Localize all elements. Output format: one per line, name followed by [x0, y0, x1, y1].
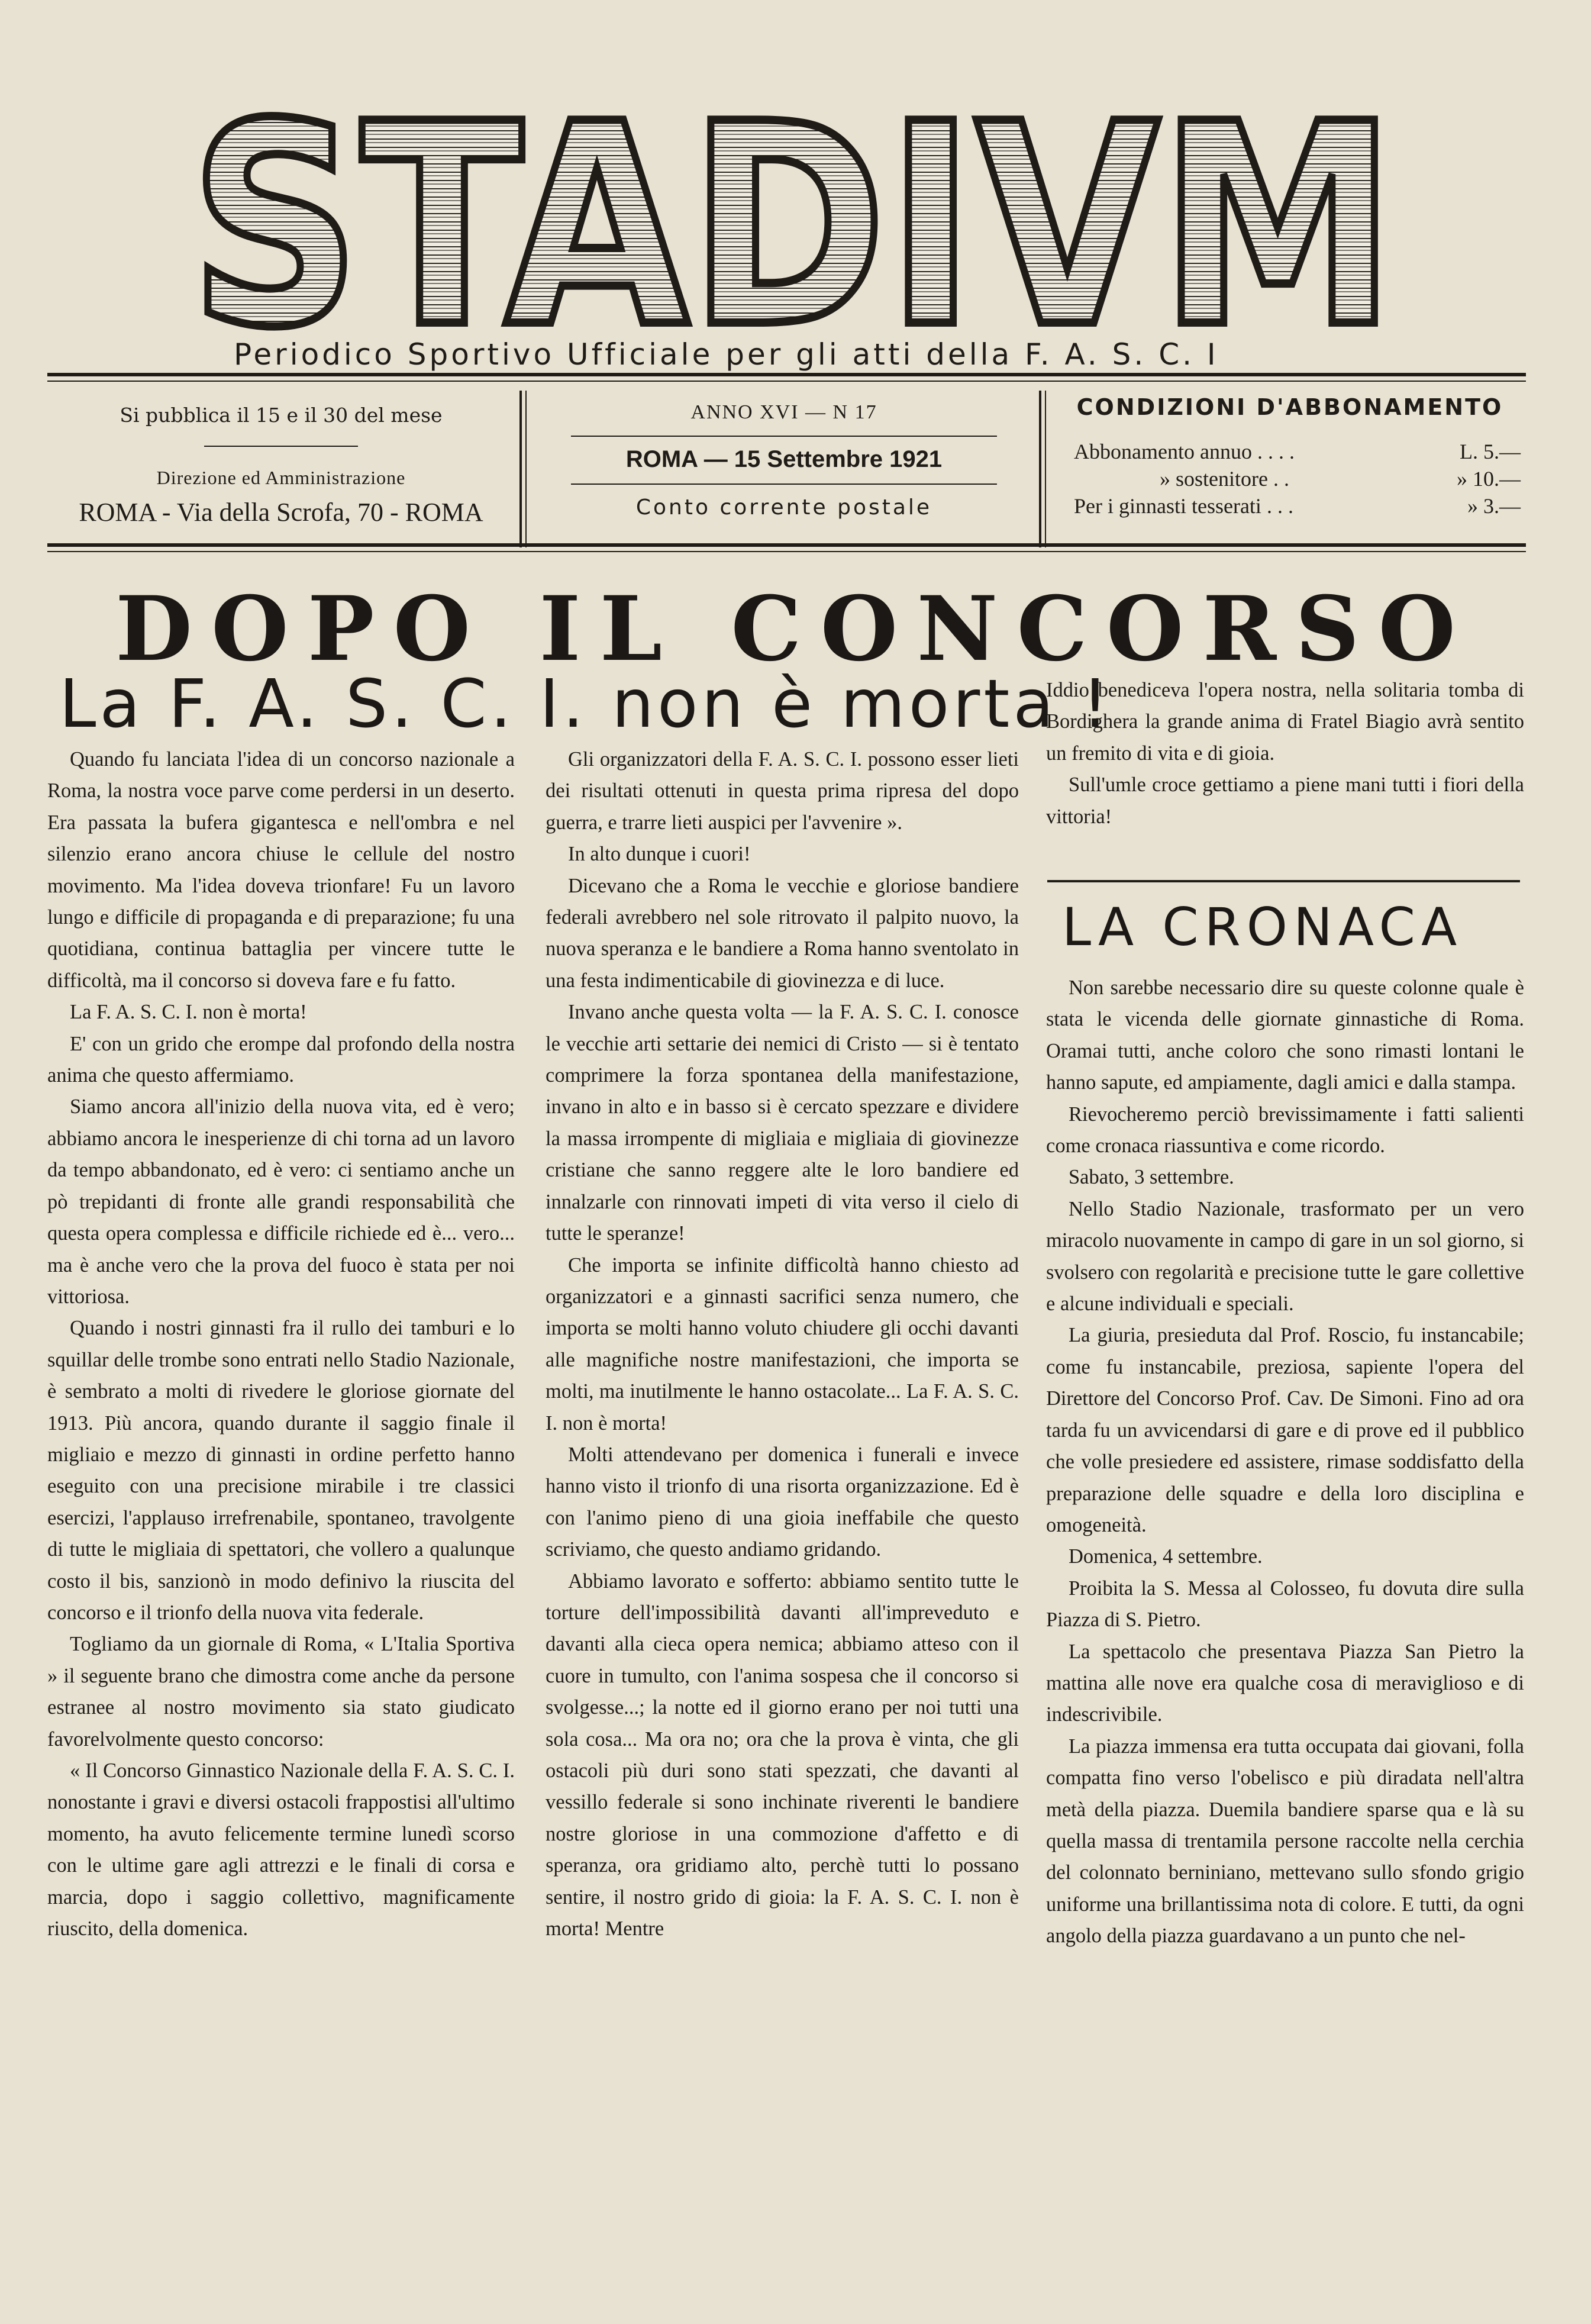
subscription-table: [1059, 438, 1521, 520]
cronaca-title: LA CRONACA: [1062, 897, 1463, 958]
paragraph: La giuria, presieduta dal Prof. Roscio, fu instancabile; come fu instancabile, preziosa, sapiente l'opera del Direttore del Concorso Prof. Cav. De Simoni. Fino ad ora tarda fu un avvicendarsi di gare e di prove ed il pubblico che volle presiedere ed assistere, rimase soddisfatto della preparazione delle squadre e della loro disciplina e omogeneità.: [1046, 1324, 1524, 1536]
separator: [571, 436, 997, 437]
paragraph: Dicevano che a Roma le vecchie e gloriose bandiere federali avrebbero nel sole ritrovato il palpito nuovo, la nuova speranza e le bandiere a Roma hanno sventolato in una festa indimenticabile di giovinezza e di luce.: [546, 874, 1019, 992]
masthead-logo: [189, 71, 1408, 331]
header-divider-1: [519, 391, 522, 547]
header-divider-2: [1039, 391, 1041, 547]
paragraph: Invano anche questa volta — la F. A. S. C. I. conosce le vecchie arti settarie dei nemici di Cristo — si è tentato comprimere la forza spontanea della manifestazione, invano in alto e in basso si è cercato spezzare e dividere la massa irrompente di migliaia e migliaia di giovinezze cristiane che sanno reggere alte le loro bandiere ed innalzarle con rinnovati impeti di vita verso il cielo di tutte le speranze!: [546, 1001, 1019, 1245]
price: L. 5.—: [1460, 440, 1521, 463]
subscription-title: CONDIZIONI D'ABBONAMENTO: [1076, 394, 1503, 420]
top-rule-thin: [47, 381, 1526, 382]
paragraph: Abbiamo lavorato e sofferto: abbiamo sentito tutte le torture dell'impossibilità davanti all'impreveduto e davanti alla cieca opera nemica; abbiamo atteso con il cuore in tumulto, con l'anima sospesa che il concorso si svolgesse...; la notte ed il giorno erano per noi tutti una sola cosa... Ma ora no; ora che la prova è vinta, che gli ostacoli più duri sono stati spezzati, che davanti al vessillo federale si sono inchinate riverenti le bandiere nostre gloriose in una commozione d'affetto e di speranza, ora gridiamo alto, perchè tutti lo possano sentire, il nostro grido di gioia: la F. A. S. C. I. non è morta! Mentre: [546, 1569, 1019, 1941]
subscription-row: Per i ginnasti tesserati . . . » 3.—: [1059, 492, 1521, 520]
paragraph: Quando i nostri ginnasti fra il rullo dei tamburi e lo squillar delle trombe sono entrati nello Stadio Nazionale, è sembrato a molti di rivedere le gloriose giornate del 1913. Più ancora, quando durante il saggio finale il migliaio e mezzo di ginnasti in ordine perfetto hanno eseguito con una precisione mirabile i tre classici esercizi, l'applauso irrefrenabile, spontaneo, travolgente di tutte le migliaia di spettatori, che vollero a qualunque costo il bis, sanzionò in modo definivo la riuscita del concorso e il trionfo della nuova vita federale.: [47, 1317, 515, 1624]
header-divider-2b: [1045, 391, 1046, 547]
address: ROMA - Via della Scrofa, 70 - ROMA: [79, 498, 483, 527]
postal-account: Conto corrente postale: [635, 495, 932, 520]
article-column-3-top: [1046, 675, 1524, 833]
paragraph: Sull'umle croce gettiamo a piene mani tutti i fiori della vittoria!: [1046, 773, 1524, 828]
paragraph: Siamo ancora all'inizio della nuova vita, ed è vero; abbiamo ancora le inesperienze di chi torna ad un lavoro da tempo abbandonato, ed è vero: ci sentiamo anche un pò trepidanti di fronte alle grandi responsabilità che questa opera complessa e difficile richiede ed è... vero... ma è anche vero che la prova del fuoco è stata per noi vittoriosa.: [47, 1095, 515, 1308]
subscription-row: Abbonamento annuo . . . . L. 5.—: [1059, 438, 1521, 465]
paragraph: In alto dunque i cuori!: [568, 843, 751, 866]
header-right-box: [1059, 391, 1521, 547]
header-center-box: [533, 391, 1035, 547]
paragraph: La F. A. S. C. I. non è morta!: [70, 1001, 307, 1024]
cronaca-column: [1046, 972, 1524, 1952]
paragraph: Sabato, 3 settembre.: [1069, 1166, 1234, 1189]
separator: [204, 446, 358, 447]
paragraph: Che importa se infinite difficoltà hanno chiesto ad organizzatori e a ginnasti sacrifici senza numero, che importa se molti hanno voluto chiudere gli occhi davanti alle magnifiche nostre manifestazioni, che importa se molti, ma inutilmente le hanno ostacolate... La F. A. S. C. I. non è morta!: [546, 1253, 1019, 1435]
article-column-1: [47, 744, 515, 1945]
paragraph: Molti attendevano per domenica i funerali e invece hanno visto il trionfo di una risorta organizzazione. Ed è con l'animo pieno di una gioia ineffabile che questo scriviamo, che questo andiamo gridando.: [546, 1443, 1019, 1561]
paragraph: La piazza immensa era tutta occupata dai giovani, folla compatta fino verso l'obelisco e più diradata nell'altra metà della piazza. Duemila bandiere sparse qua e là su quella massa di trentamila persone raccolte nella cerchia del colonnato berniniano, mettevano sullo sfondo grigio uniforme una brillantissima nota di colore. E tutti, da ogni angolo della piazza guardavano a un punto che nel-: [1046, 1735, 1524, 1948]
paragraph: La spettacolo che presentava Piazza San Pietro la mattina alle nove era qualche cosa di meraviglioso e di indescrivibile.: [1046, 1640, 1524, 1726]
issue-number: ANNO XVI — N 17: [690, 401, 877, 423]
separator: [571, 484, 997, 485]
cronaca-rule: [1047, 880, 1520, 882]
subscription-row: » sostenitore . . » 10.—: [1059, 465, 1521, 492]
masthead-title: STADIVM: [189, 71, 1396, 331]
main-headline: DOPO IL CONCORSO: [115, 577, 1475, 681]
header-divider-1b: [525, 391, 527, 547]
article-column-2: [546, 744, 1019, 1945]
price: » 10.—: [1457, 467, 1521, 491]
subheadline: La F. A. S. C. I. non è morta !: [59, 666, 1112, 743]
paragraph: Togliamo da un giornale di Roma, « L'Italia Sportiva » il seguente brano che dimostra come anche da persone estranee al nostro movimento sia stato giudicato favorelvolmente questo concorso:: [47, 1633, 515, 1751]
issue-date: ROMA — 15 Settembre 1921: [625, 446, 943, 472]
paragraph: Rievocheremo perciò brevissimamente i fatti salienti come cronaca riassuntiva e come ricordo.: [1046, 1103, 1524, 1158]
paragraph: « Il Concorso Ginnastico Nazionale della F. A. S. C. I. nonostante i gravi e diversi ostacoli frappostisi all'ultimo momento, ha avuto felicemente termine lunedì scorso con le ultime gare agli attrezzi e le finali di corsa e marcia, dopo i saggio collettivo, magnificamente riuscito, della domenica.: [47, 1759, 515, 1941]
paragraph: E' con un grido che erompe dal profondo della nostra anima che questo affermiamo.: [47, 1032, 515, 1087]
top-rule: [47, 373, 1526, 376]
paragraph: Non sarebbe necessario dire su queste colonne quale è stata le vicenda delle giornate ginnastiche di Roma. Oramai tutti, anche coloro che sono rimasti lontani le hanno sapute, ed ampiamente, dagli amici e dalla stampa.: [1046, 976, 1524, 1094]
header-bottom-rule-thin: [47, 551, 1526, 552]
masthead-subtitle: Periodico Sportivo Ufficiale per gli atti della F. A. S. C. I: [234, 337, 1219, 372]
paragraph: Proibita la S. Messa al Colosseo, fu dovuta dire sulla Piazza di S. Pietro.: [1046, 1577, 1524, 1632]
paragraph: Quando fu lanciata l'idea di un concorso nazionale a Roma, la nostra voce parve come perdersi in un deserto. Era passata la bufera gigantesca e nell'ombra e nel silenzio erano ancora chiuse le cellule del nostro movimento. Ma l'idea doveva trionfare! Fu un lavoro lungo e difficile di propaganda e di preparazione; fu una quotidiana, continua battaglia per vincere tutte le difficoltà, ma il concorso si doveva fare e fu fatto.: [47, 748, 515, 992]
header-left-box: [47, 391, 515, 547]
publication-frequency: Si pubblica il 15 e il 30 del mese: [120, 404, 443, 427]
direction-label: Direzione ed Amministrazione: [156, 467, 406, 488]
paragraph: Iddio benediceva l'opera nostra, nella solitaria tomba di Bordighera la grande anima di Fratel Biagio avrà sentito un fremito di vita e di gioia.: [1046, 679, 1524, 765]
paragraph: Domenica, 4 settembre.: [1069, 1545, 1263, 1568]
price: » 3.—: [1467, 494, 1521, 518]
paragraph: Nello Stadio Nazionale, trasformato per un vero miracolo nuovamente in campo di gare in un sol giorno, si svolsero con regolarità e precisione tutte le gare collettive e alcune individuali e speciali.: [1046, 1197, 1524, 1316]
paragraph: Gli organizzatori della F. A. S. C. I. possono esser lieti dei risultati ottenuti in questa prima ripresa del dopo guerra, e trarre lieti auspici per l'avvenire ».: [546, 748, 1019, 834]
